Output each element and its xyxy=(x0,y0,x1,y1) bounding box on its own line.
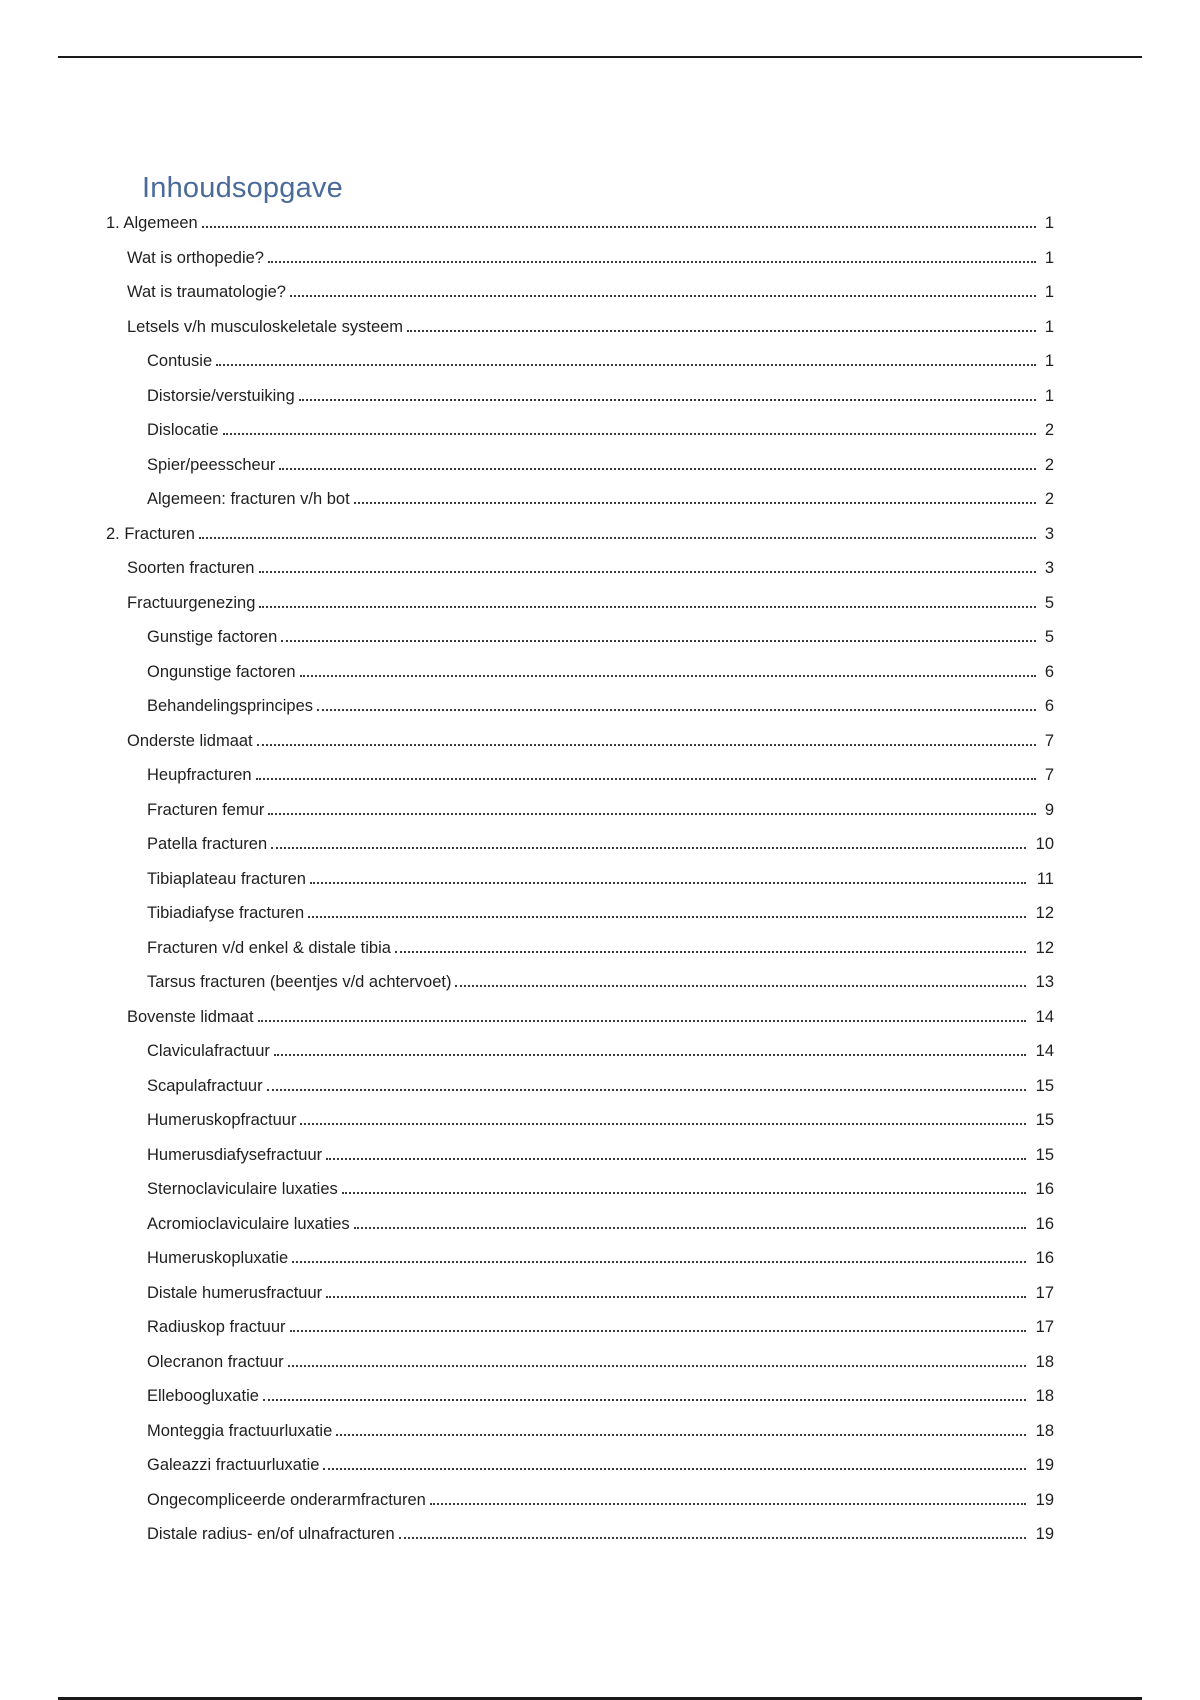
toc-dot-leader xyxy=(223,420,1036,440)
toc-dot-leader xyxy=(299,386,1036,406)
toc-dot-leader xyxy=(267,1076,1026,1096)
toc-entry[interactable] xyxy=(0,482,1200,517)
toc-dot-leader xyxy=(317,696,1036,716)
toc-entry-text: Elleboogluxatie xyxy=(147,1386,263,1406)
toc-entry-page-number: 16 xyxy=(1035,1249,1054,1268)
toc-entry-text: Dislocatie xyxy=(147,420,223,440)
toc-dot-leader xyxy=(430,1490,1026,1510)
toc-dot-leader xyxy=(199,524,1036,544)
toc-entry[interactable] xyxy=(0,1379,1200,1414)
toc-dot-leader xyxy=(288,1352,1026,1372)
toc-entry[interactable] xyxy=(0,241,1200,276)
toc-dot-leader xyxy=(326,1145,1026,1165)
toc-entry-text: Tibiaplateau fracturen xyxy=(147,869,310,889)
toc-entry-text: Olecranon fractuur xyxy=(147,1352,288,1372)
toc-dot-leader xyxy=(342,1179,1026,1199)
toc-entry-page-number: 11 xyxy=(1036,869,1054,888)
toc-entry[interactable] xyxy=(0,1241,1200,1276)
toc-dot-leader xyxy=(310,869,1026,889)
toc-entry-text: Distale radius- en/of ulnafracturen xyxy=(147,1524,399,1544)
toc-entry[interactable] xyxy=(0,379,1200,414)
toc-dot-leader xyxy=(202,213,1036,233)
toc-dot-leader xyxy=(257,731,1036,751)
toc-entry-text: Wat is orthopedie? xyxy=(127,248,268,268)
toc-entry-page-number: 3 xyxy=(1044,524,1054,543)
toc-entry-text: Distale humerusfractuur xyxy=(147,1283,326,1303)
toc-dot-leader xyxy=(281,627,1036,647)
toc-dot-leader xyxy=(263,1386,1026,1406)
toc-entry[interactable] xyxy=(0,1517,1200,1552)
toc-entry-page-number: 17 xyxy=(1035,1318,1054,1337)
toc-entry[interactable] xyxy=(0,896,1200,931)
toc-entry-text: Fractuurgenezing xyxy=(127,593,259,613)
toc-entry-page-number: 7 xyxy=(1044,766,1054,785)
toc-entry[interactable] xyxy=(0,517,1200,552)
toc-entry-text: Ongecompliceerde onderarmfracturen xyxy=(147,1490,430,1510)
toc-entry-page-number: 2 xyxy=(1044,421,1054,440)
toc-dot-leader xyxy=(259,593,1036,613)
toc-entry-page-number: 16 xyxy=(1035,1180,1054,1199)
toc-entry[interactable] xyxy=(0,1448,1200,1483)
toc-entry-page-number: 2 xyxy=(1044,455,1054,474)
toc-entry-text: Humeruskopluxatie xyxy=(147,1248,292,1268)
toc-entry-text: Spier/peesscheur xyxy=(147,455,279,475)
toc-entry-text: 1. Algemeen xyxy=(106,213,202,233)
toc-entry-page-number: 17 xyxy=(1035,1283,1054,1302)
toc-title: Inhoudsopgave xyxy=(142,172,343,204)
toc-entry-page-number: 6 xyxy=(1044,697,1054,716)
toc-entry-page-number: 12 xyxy=(1035,904,1054,923)
toc-entry-page-number: 1 xyxy=(1044,283,1054,302)
toc-entry-page-number: 16 xyxy=(1035,1214,1054,1233)
toc-dot-leader xyxy=(258,1007,1026,1027)
toc-entry-page-number: 7 xyxy=(1044,731,1054,750)
toc-entry-text: Claviculafractuur xyxy=(147,1041,274,1061)
toc-entry-text: Wat is traumatologie? xyxy=(127,282,290,302)
toc-dot-leader xyxy=(323,1455,1026,1475)
toc-entry-text: Acromioclaviculaire luxaties xyxy=(147,1214,354,1234)
toc-entry[interactable] xyxy=(0,1000,1200,1035)
toc-entry-text: Fracturen v/d enkel & distale tibia xyxy=(147,938,395,958)
toc-dot-leader xyxy=(354,489,1036,509)
toc-dot-leader xyxy=(216,351,1036,371)
toc-entry-page-number: 18 xyxy=(1035,1421,1054,1440)
toc-entry-text: Fracturen femur xyxy=(147,800,268,820)
toc-entry-page-number: 1 xyxy=(1044,248,1054,267)
toc-entry-text: Gunstige factoren xyxy=(147,627,281,647)
toc-entry[interactable] xyxy=(0,1310,1200,1345)
toc-dot-leader xyxy=(268,248,1036,268)
toc-entry[interactable] xyxy=(0,1034,1200,1069)
toc-entry[interactable] xyxy=(0,206,1200,241)
toc-entry[interactable] xyxy=(0,1103,1200,1138)
toc-entry-text: Distorsie/verstuiking xyxy=(147,386,299,406)
toc-entry-page-number: 19 xyxy=(1035,1490,1054,1509)
toc-entry-page-number: 9 xyxy=(1044,800,1054,819)
toc-entry-page-number: 19 xyxy=(1035,1525,1054,1544)
toc-entry[interactable] xyxy=(0,1276,1200,1311)
toc-dot-leader xyxy=(336,1421,1026,1441)
toc-entry-page-number: 5 xyxy=(1044,628,1054,647)
toc-entry-page-number: 15 xyxy=(1035,1076,1054,1095)
toc-entry[interactable] xyxy=(0,1414,1200,1449)
toc-entry-page-number: 6 xyxy=(1044,662,1054,681)
toc-dot-leader xyxy=(354,1214,1026,1234)
toc-dot-leader xyxy=(256,765,1036,785)
toc-entry[interactable] xyxy=(0,724,1200,759)
header-rule xyxy=(58,56,1142,58)
toc-dot-leader xyxy=(455,972,1026,992)
toc-entry-text: Bovenste lidmaat xyxy=(127,1007,258,1027)
toc-entry[interactable] xyxy=(0,655,1200,690)
toc-dot-leader xyxy=(290,1317,1027,1337)
toc-entry-page-number: 10 xyxy=(1035,835,1054,854)
toc-dot-leader xyxy=(274,1041,1026,1061)
table-of-contents xyxy=(0,206,1200,1552)
toc-dot-leader xyxy=(407,317,1036,337)
toc-dot-leader xyxy=(292,1248,1026,1268)
toc-entry[interactable] xyxy=(0,586,1200,621)
toc-entry-page-number: 12 xyxy=(1035,938,1054,957)
toc-entry[interactable] xyxy=(0,862,1200,897)
toc-entry-text: Heupfracturen xyxy=(147,765,256,785)
toc-entry-text: Scapulafractuur xyxy=(147,1076,267,1096)
toc-entry-page-number: 13 xyxy=(1035,973,1054,992)
toc-entry-text: Humeruskopfractuur xyxy=(147,1110,300,1130)
toc-entry[interactable] xyxy=(0,1172,1200,1207)
toc-entry-page-number: 3 xyxy=(1044,559,1054,578)
toc-dot-leader xyxy=(290,282,1036,302)
toc-dot-leader xyxy=(399,1524,1026,1544)
toc-entry-page-number: 14 xyxy=(1035,1007,1054,1026)
toc-entry-text: Ongunstige factoren xyxy=(147,662,300,682)
toc-entry-text: Soorten fracturen xyxy=(127,558,259,578)
toc-entry-page-number: 1 xyxy=(1044,386,1054,405)
toc-entry-text: Patella fracturen xyxy=(147,834,271,854)
toc-entry-page-number: 15 xyxy=(1035,1145,1054,1164)
toc-entry-page-number: 5 xyxy=(1044,593,1054,612)
toc-entry-page-number: 19 xyxy=(1035,1456,1054,1475)
toc-entry[interactable] xyxy=(0,1138,1200,1173)
toc-dot-leader xyxy=(395,938,1026,958)
toc-entry-page-number: 15 xyxy=(1035,1111,1054,1130)
toc-dot-leader xyxy=(268,800,1036,820)
toc-entry[interactable] xyxy=(0,620,1200,655)
toc-entry-page-number: 18 xyxy=(1035,1352,1054,1371)
toc-entry-text: Monteggia fractuurluxatie xyxy=(147,1421,336,1441)
toc-entry[interactable] xyxy=(0,448,1200,483)
toc-dot-leader xyxy=(300,1110,1026,1130)
toc-dot-leader xyxy=(326,1283,1026,1303)
toc-dot-leader xyxy=(279,455,1036,475)
toc-entry-page-number: 18 xyxy=(1035,1387,1054,1406)
toc-entry-text: Galeazzi fractuurluxatie xyxy=(147,1455,323,1475)
toc-entry-text: Algemeen: fracturen v/h bot xyxy=(147,489,354,509)
toc-entry[interactable] xyxy=(0,965,1200,1000)
toc-entry-text: Humerusdiafysefractuur xyxy=(147,1145,326,1165)
toc-entry[interactable] xyxy=(0,310,1200,345)
toc-entry-page-number: 14 xyxy=(1035,1042,1054,1061)
toc-entry-page-number: 1 xyxy=(1044,317,1054,336)
toc-dot-leader xyxy=(308,903,1026,923)
toc-entry-page-number: 1 xyxy=(1044,214,1054,233)
toc-entry[interactable] xyxy=(0,689,1200,724)
toc-entry[interactable] xyxy=(0,413,1200,448)
toc-entry[interactable] xyxy=(0,275,1200,310)
toc-entry-text: 2. Fracturen xyxy=(106,524,199,544)
toc-entry[interactable] xyxy=(0,1345,1200,1380)
toc-entry-text: Onderste lidmaat xyxy=(127,731,257,751)
toc-entry[interactable] xyxy=(0,344,1200,379)
toc-entry[interactable] xyxy=(0,931,1200,966)
toc-entry-text: Tibiadiafyse fracturen xyxy=(147,903,308,923)
toc-entry-text: Sternoclaviculaire luxaties xyxy=(147,1179,342,1199)
toc-entry-text: Radiuskop fractuur xyxy=(147,1317,290,1337)
toc-entry[interactable] xyxy=(0,551,1200,586)
toc-entry[interactable] xyxy=(0,758,1200,793)
toc-entry-text: Letsels v/h musculoskeletale systeem xyxy=(127,317,407,337)
toc-entry-page-number: 2 xyxy=(1044,490,1054,509)
toc-dot-leader xyxy=(259,558,1037,578)
toc-entry[interactable] xyxy=(0,793,1200,828)
toc-entry[interactable] xyxy=(0,1483,1200,1518)
toc-entry[interactable] xyxy=(0,1069,1200,1104)
toc-entry[interactable] xyxy=(0,827,1200,862)
toc-entry-text: Behandelingsprincipes xyxy=(147,696,317,716)
toc-dot-leader xyxy=(300,662,1036,682)
toc-dot-leader xyxy=(271,834,1026,854)
toc-entry-text: Contusie xyxy=(147,351,216,371)
toc-entry-page-number: 1 xyxy=(1044,352,1054,371)
toc-entry-text: Tarsus fracturen (beentjes v/d achtervoet) xyxy=(147,972,455,992)
toc-entry[interactable] xyxy=(0,1207,1200,1242)
